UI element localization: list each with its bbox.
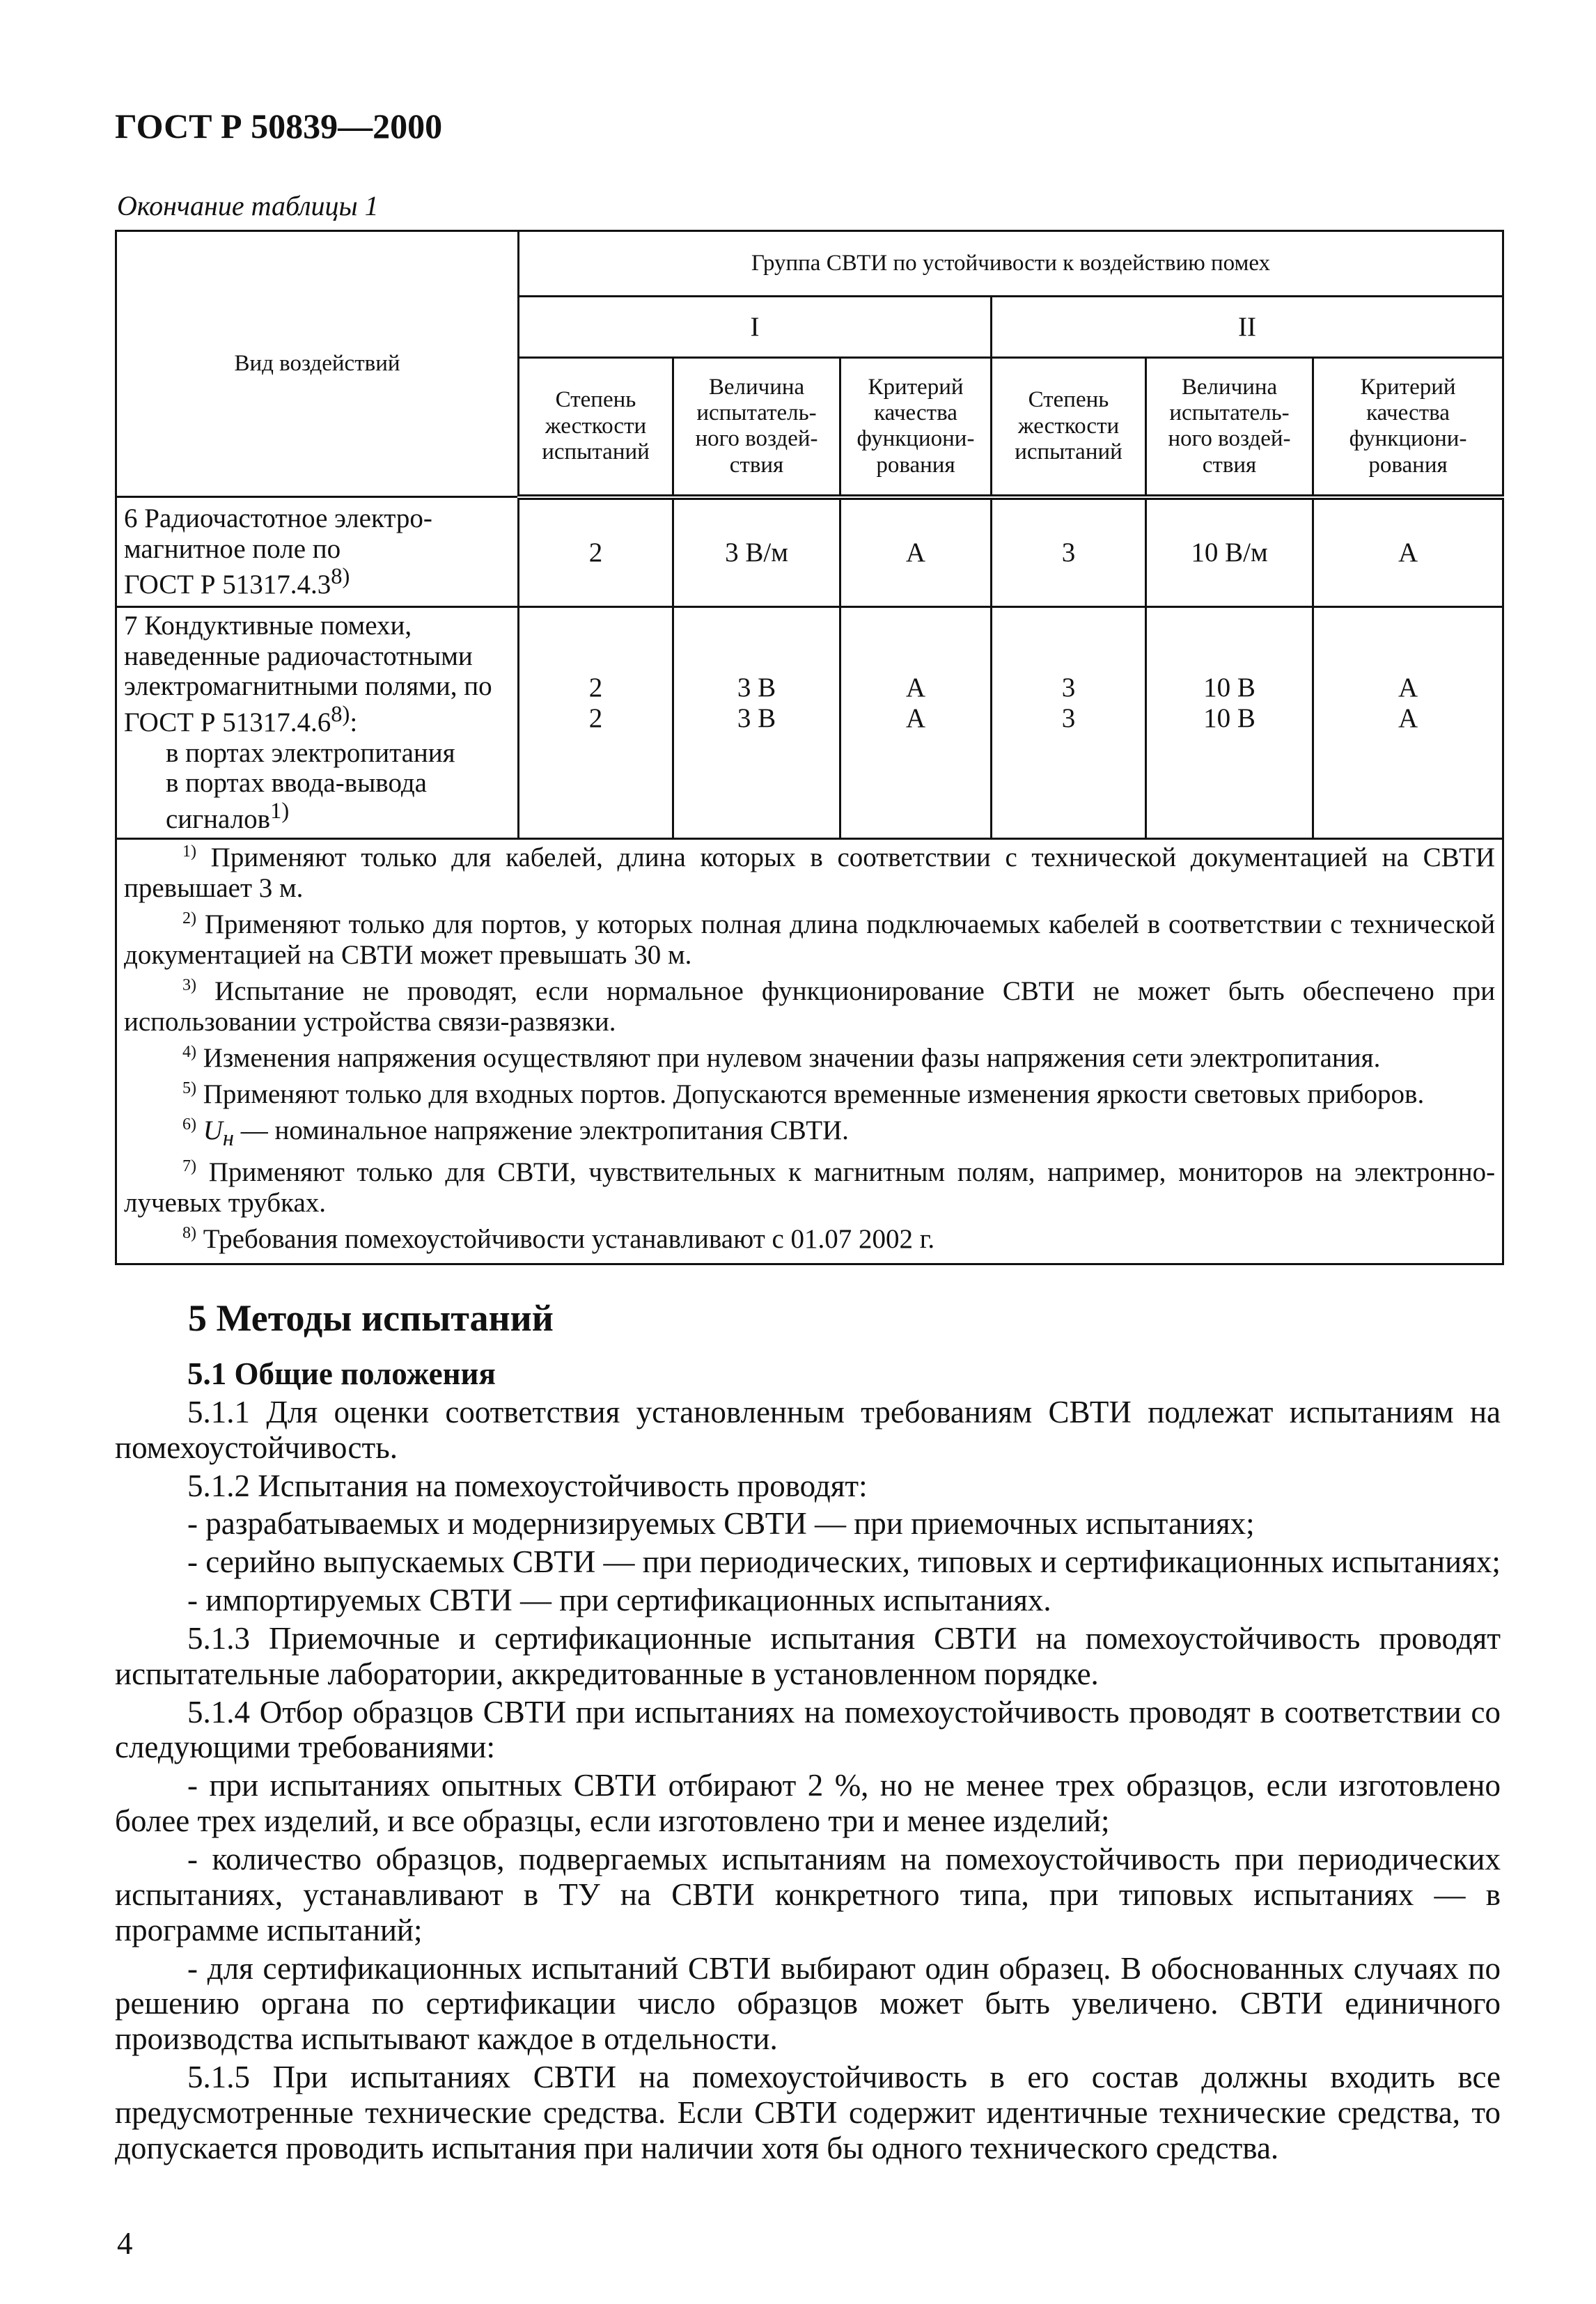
table-caption: Окончание таблицы 1	[117, 190, 379, 221]
row-6-value: А	[840, 497, 992, 607]
header-group-title: Группа СВТИ по устойчивости к воздействию помех	[519, 231, 1503, 297]
list-item: - количество образцов, подвергаемых испытаниям на помехоустойчивость при периодических испытаниях, устанавливают в ТУ на СВТИ конкретного типа, при типовых испытаниях — в программе испытаний;	[115, 1841, 1501, 1948]
table-footnotes	[116, 838, 1503, 1264]
row-7-values: А А	[1313, 607, 1503, 839]
section-body	[115, 1356, 1501, 2169]
row-6-value: 3	[992, 497, 1146, 607]
subheader-criterion-i: Критерий качества функциони-рования	[840, 358, 992, 497]
row-6-value: 10 В/м	[1146, 497, 1313, 607]
row-7-values: 2 2	[519, 607, 673, 839]
footnote: $^{5)}$ Применяют только для входных портов. Допускаются временные изменения яркости световых приборов.	[182, 1079, 1425, 1110]
footnote: $^{3)}$ Испытание не проводят, если нормальное функционирование СВТИ не может быть обеспечено при использовании устройства связи-развязки.	[124, 975, 1496, 1037]
header-kind-of-impact: Вид воздействий	[116, 231, 519, 497]
subsection-title: 5.1 Общие положения	[187, 1356, 496, 1391]
row-7-values: 10 В 10 В	[1146, 607, 1313, 839]
row-7-label: 7 Кондуктивные помехи, наведенные радиочастотными электромагнитными полями, по ГОСТ Р 51317.4.6$^{8)}$: в портах электропитания в портах ввода-вывода сигналов$^{1)}$	[116, 607, 519, 839]
list-item: - импортируемых СВТИ — при сертификационных испытаниях.	[187, 1583, 1051, 1618]
table-1-continuation	[115, 230, 1504, 1265]
subheader-severity-ii: Степень жесткости испытаний	[992, 358, 1146, 497]
row-6-value: 2	[519, 497, 673, 607]
paragraph: 5.1.5 При испытаниях СВТИ на помехоустойчивость в его состав должны входить все предусмотренные технические средства. Если СВТИ содержит идентичные технические средства, то допускается проводить испытания при наличии хотя бы одного технического средства.	[115, 2060, 1501, 2165]
footnote: $^{6)}$ $U_н$ — номинальное напряжение электропитания СВТИ.	[182, 1115, 849, 1151]
subheader-criterion-ii: Критерий качества функциони-рования	[1313, 358, 1503, 497]
row-7-values: 3 В 3 В	[673, 607, 840, 839]
row-7-values: 3 3	[992, 607, 1146, 839]
table-notes-row	[116, 838, 1503, 1264]
header-group-i: I	[519, 297, 992, 358]
subheader-test-level-i: Величина испытатель-ного воздей-ствия	[673, 358, 840, 497]
list-item: - серийно выпускаемых СВТИ — при периодических, типовых и сертификационных испытаниях;	[187, 1544, 1501, 1580]
footnote: $^{4)}$ Изменения напряжения осуществляют при нулевом значении фазы напряжения сети электропитания.	[182, 1043, 1381, 1074]
table-row-7	[116, 607, 1503, 839]
footnote: $^{7)}$ Применяют только для СВТИ, чувствительных к магнитным полям, например, мониторов на электронно-лучевых трубках.	[124, 1157, 1496, 1218]
paragraph: 5.1.4 Отбор образцов СВТИ при испытаниях на помехоустойчивость проводят в соответствии со следующими требованиями:	[115, 1694, 1501, 1765]
row-6-label: 6 Радиочастотное электро-магнитное поле по ГОСТ Р 51317.4.3$^{8)}$	[116, 497, 519, 607]
list-item: - при испытаниях опытных СВТИ отбирают 2 %, но не менее трех образцов, если изготовлено более трех изделий, и все образцы, если изготовлено три и менее изделий;	[115, 1768, 1501, 1839]
row-7-values: А А	[840, 607, 992, 839]
list-item: - разрабатываемых и модернизируемых СВТИ — при приемочных испытаниях;	[187, 1506, 1255, 1542]
list-item: - для сертификационных испытаний СВТИ выбирают один образец. В обоснованных случаях по решению органа по сертификации число образцов может быть увеличено. СВТИ единичного производства испытывают каждое в отдельности.	[115, 1950, 1501, 2057]
row-6-value: А	[1313, 497, 1503, 607]
row-6-value: 3 В/м	[673, 497, 840, 607]
subheader-test-level-ii: Величина испытатель-ного воздей-ствия	[1146, 358, 1313, 497]
table-row-6	[116, 497, 1503, 607]
footnote: $^{1)}$ Применяют только для кабелей, длина которых в соответствии с технической документацией на СВТИ превышает 3 м.	[124, 842, 1496, 903]
footnote: $^{2)}$ Применяют только для портов, у которых полная длина подключаемых кабелей в соответствии с технической документацией на СВТИ может превышать 30 м.	[124, 909, 1496, 970]
page-number: 4	[117, 2226, 133, 2261]
header-group-ii: II	[992, 297, 1503, 358]
paragraph: 5.1.2 Испытания на помехоустойчивость проводят:	[187, 1468, 868, 1503]
document-title: ГОСТ Р 50839—2000	[115, 107, 443, 146]
paragraph: 5.1.3 Приемочные и сертификационные испытания СВТИ на помехоустойчивость проводят испытательные лаборатории, аккредитованные в установленном порядке.	[115, 1620, 1501, 1691]
subheader-severity-i: Степень жесткости испытаний	[519, 358, 673, 497]
footnote: $^{8)}$ Требования помехоустойчивости устанавливают с 01.07 2002 г.	[182, 1223, 935, 1254]
paragraph: 5.1.1 Для оценки соответствия установленным требованиям СВТИ подлежат испытаниям на помехоустойчивость.	[115, 1394, 1501, 1465]
section-title: 5 Методы испытаний	[188, 1297, 554, 1339]
